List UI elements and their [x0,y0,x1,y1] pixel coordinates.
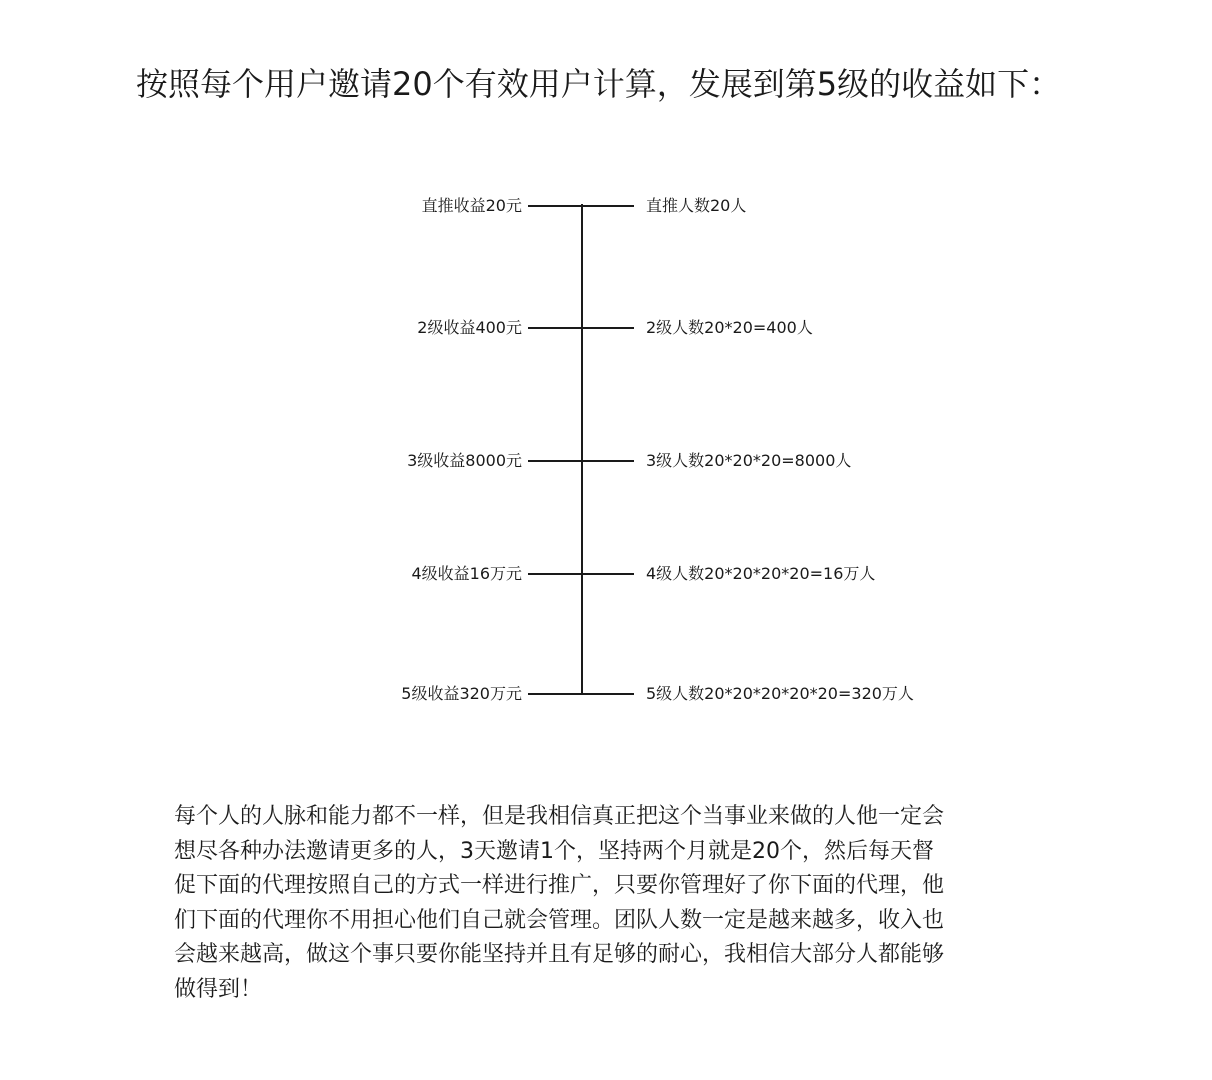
level-1-people-label: 直推人数20人 [646,196,747,215]
level-5-income-label: 5级收益320万元 [401,684,522,703]
paragraph-line-4: 们下面的代理你不用担心他们自己就会管理。团队人数一定是越来越多，收入也 [174,907,945,933]
level-row-2 [0,316,1212,340]
level-row-1 [0,194,1212,218]
level-5-people-label: 5级人数20*20*20*20*20=320万人 [646,684,914,703]
paragraph-line-3: 促下面的代理按照自己的方式一样进行推广，只要你管理好了你下面的代理，他 [174,873,945,898]
level-2-people-label: 2级人数20*20=400人 [646,318,813,337]
level-4-branch-line [528,573,634,575]
paragraph-line-2: 想尽各种办法邀请更多的人，3天邀请1个，坚持两个月就是20个，然后每天督 [174,838,934,864]
level-3-branch-line [528,460,634,462]
paragraph-line-6: 做得到！ [174,976,263,1002]
level-row-3 [0,449,1212,473]
level-row-4 [0,562,1212,586]
level-5-branch-line [528,693,634,695]
level-1-income-label: 直推收益20元 [421,196,522,215]
paragraph-line-1: 每个人的人脉和能力都不一样，但是我相信真正把这个当事业来做的人他一定会 [174,804,945,829]
paragraph-line-5: 会越来越高，做这个事只要你能坚持并且有足够的耐心，我相信大部分人都能够 [174,942,945,967]
level-4-income-label: 4级收益16万元 [411,564,522,583]
explanation-paragraph [174,800,1054,1007]
level-3-income-label: 3级收益8000元 [407,451,522,470]
page-title: 按照每个用户邀请20个有效用户计算，发展到第5级的收益如下： [136,65,1062,103]
level-4-people-label: 4级人数20*20*20*20=16万人 [646,564,876,583]
level-2-income-label: 2级收益400元 [417,318,522,337]
level-row-5 [0,682,1212,706]
level-2-branch-line [528,327,634,329]
level-3-people-label: 3级人数20*20*20=8000人 [646,451,852,470]
level-1-branch-line [528,205,634,207]
